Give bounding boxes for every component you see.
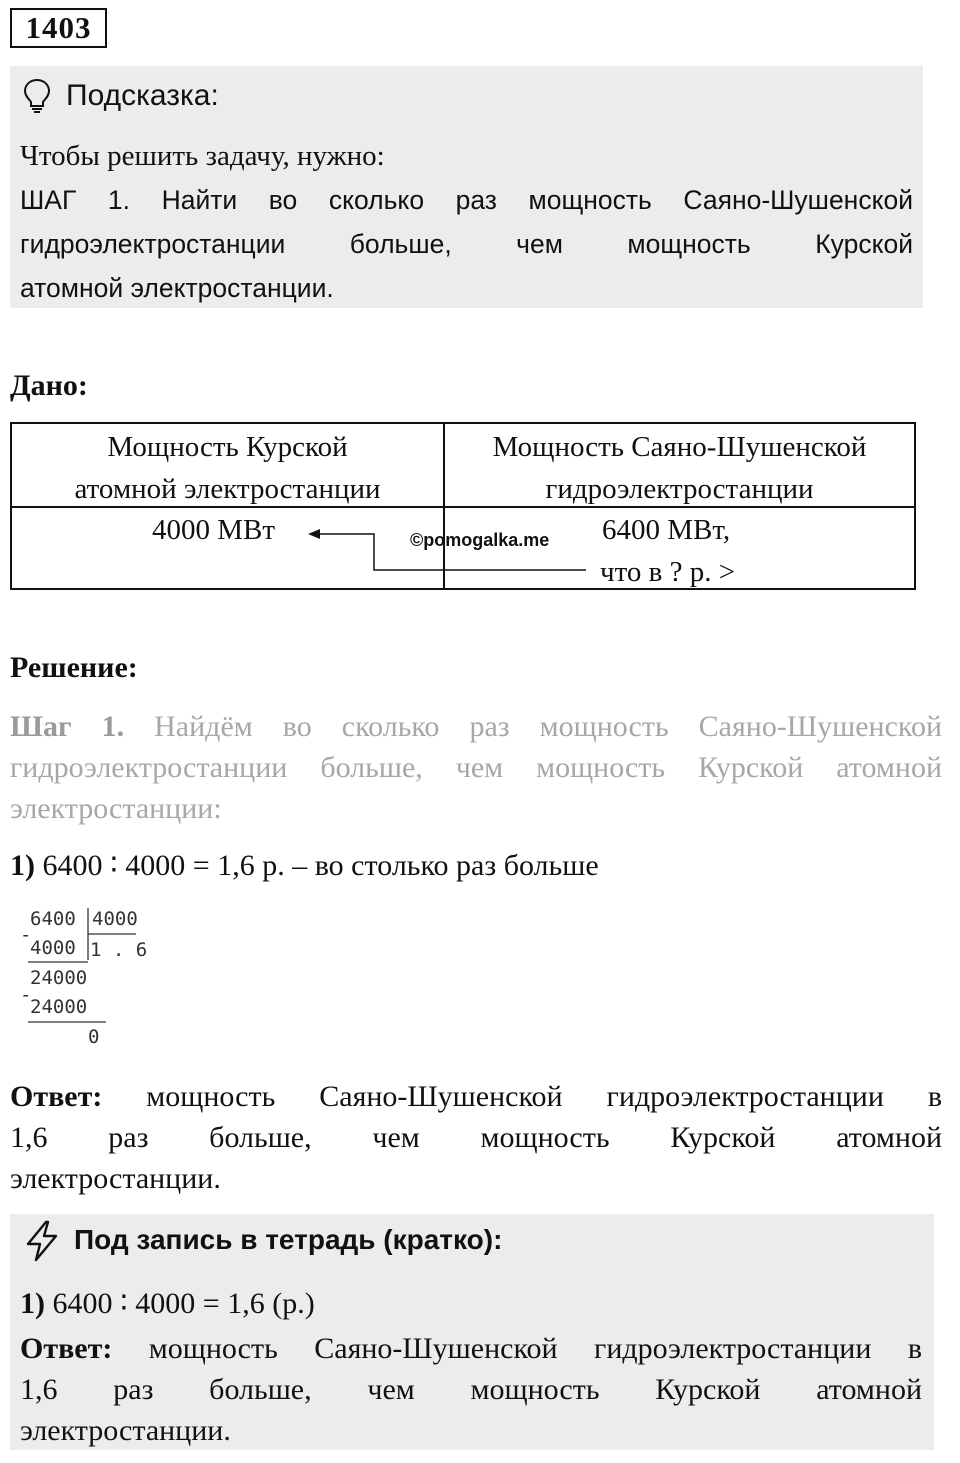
task-number: 1403 [10,8,107,48]
value-sayano-note: что в ? р. > [600,556,736,588]
ld-remainder-1: 24000 [30,967,88,989]
ld-result: 0 [88,1026,100,1048]
given-title: Дано: [10,369,88,402]
notes-answer-line3: электростанции. [20,1414,231,1447]
notes-calculation [20,1284,315,1324]
ld-quotient: 1 . 6 [90,939,148,961]
ld-minus-2: - [20,984,32,1006]
table-header-kursk-line1: Мощность Курской [107,431,348,463]
answer [10,1076,942,1199]
table-header-sayano-line2: гидроэлектростанции [545,473,814,505]
calculation-1 [10,846,599,886]
answer-line1: мощность Саяно-Шушенской гидроэлектростанции в [146,1080,943,1113]
solution-step-label: Шаг 1. [10,710,125,743]
ld-dividend: 6400 [30,908,76,930]
hint-box [10,66,923,308]
notes-answer [20,1328,922,1451]
answer-label: Ответ: [10,1080,103,1113]
solution-step-line2: гидроэлектростанции больше, чем мощность Курской атомной [10,751,942,784]
ld-subtrahend-2: 24000 [30,996,88,1018]
notes-calculation-number: 1) [20,1287,45,1320]
notes-title: Под запись в тетрадь (кратко): [74,1224,503,1255]
solution-step-line3: электростанции: [10,792,222,825]
comparison-arrow [12,424,918,592]
hint-step-line1: Найти во сколько раз мощность Саяно-Шушенской [161,185,913,215]
notes-calculation-expression: 6400 ∶ 4000 = 1,6 (р.) [52,1287,315,1320]
hint-step-line2: гидроэлектростанции больше, чем мощность Курской [20,229,913,259]
solution-step-line1: Найдём во сколько раз мощность Саяно-Шушенской [154,710,942,743]
value-sayano: 6400 МВт, [602,514,731,546]
hint-step [20,178,913,310]
ld-lines [18,906,158,1052]
notes-box [10,1214,934,1450]
solution-title: Решение: [10,651,138,684]
lightbulb-icon [22,78,52,114]
ld-minus-1: - [20,924,32,946]
table-header-kursk-line2: атомной электростанции [74,473,381,505]
notes-answer-line1: мощность Саяно-Шушенской гидроэлектростанции в [148,1332,923,1365]
notes-answer-line2: 1,6 раз больше, чем мощность Курской атомной [20,1373,922,1406]
notes-answer-label: Ответ: [20,1332,113,1365]
ld-subtrahend-1: 4000 [30,937,76,959]
ld-divisor: 4000 [92,908,138,930]
hint-intro: Чтобы решить задачу, нужно: [20,140,385,172]
answer-line3: электростанции. [10,1162,221,1195]
hint-title: Подсказка: [66,79,219,112]
value-kursk: 4000 МВт [152,514,276,546]
table-header-sayano-line1: Мощность Саяно-Шушенской [492,431,867,463]
watermark: ©pomogalka.me [410,530,550,550]
hint-step-label: ШАГ 1. [20,185,130,215]
lightning-icon [22,1220,62,1262]
hint-step-line3: атомной электростанции. [20,273,334,303]
calculation-expression: 6400 ∶ 4000 = 1,6 р. – во столько раз больше [42,849,599,882]
long-division [18,906,158,1052]
given-table [10,422,916,590]
solution-step1 [10,706,942,829]
answer-line2: 1,6 раз больше, чем мощность Курской атомной [10,1121,942,1154]
calculation-number: 1) [10,849,35,882]
